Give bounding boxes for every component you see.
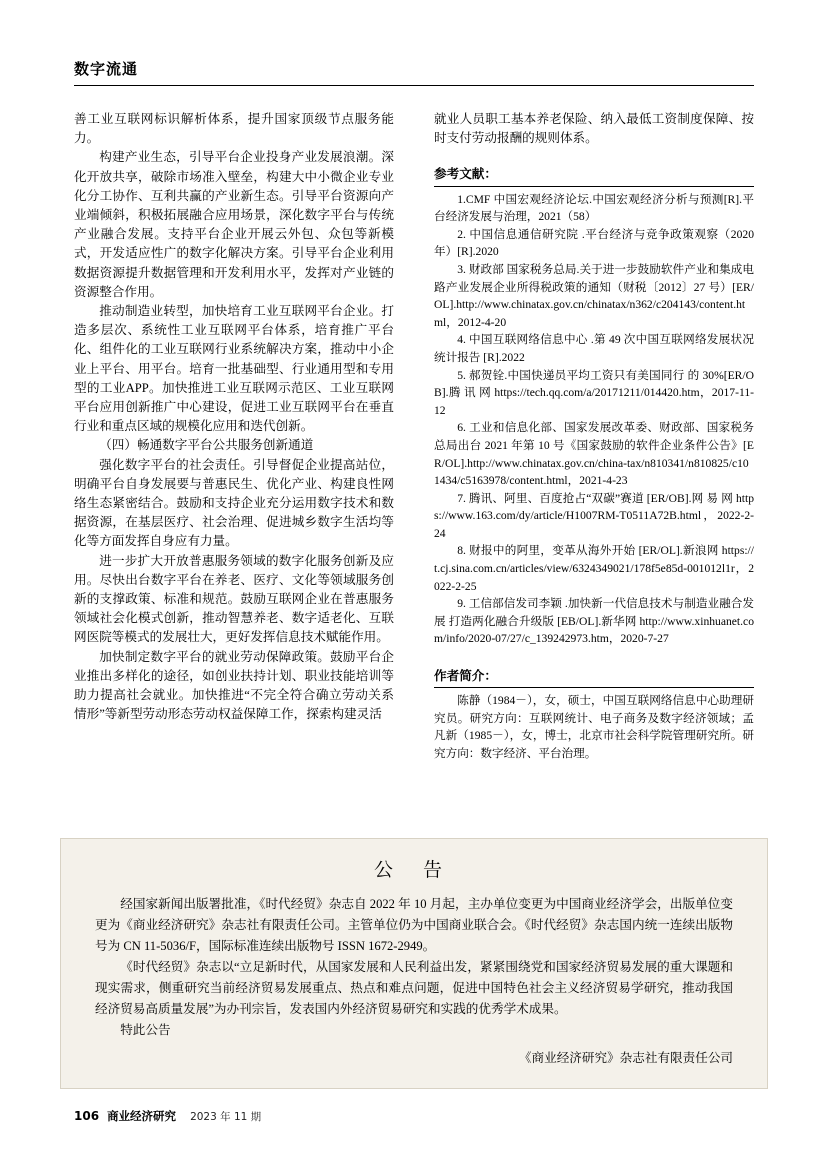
paragraph: 构建产业生态，引导平台企业投身产业发展浪潮。深化开放共享，破除市场准入壁垒，构建大中小微企业专业化分工协作、互利共赢的产业新生态。引导平台资源向产业端倾斜，积极拓展融合应用场景，深化数字平台与传统产业融合发展。支持平台企业开展云外包、众包等新模式，开发适应性广的数字化解决方案。引导平台企业利用数据资源提升数据管理和开发利用水平，发挥对产业链的资源整合作用。 <box>74 150 394 299</box>
notice-title: 公 告 <box>373 859 455 881</box>
reference-item: 2. 中国信息通信研究院 .平台经济与竞争政策观察（2020 年）[R].2020 <box>434 227 754 259</box>
reference-item: 4. 中国互联网络信息中心 .第 49 次中国互联网络发展状况统计报告 [R].2022 <box>434 333 754 364</box>
reference-item: 1.CMF 中国宏观经济论坛.中国宏观经济分析与预测[R].平台经济发展与治理，2021（58） <box>434 192 754 224</box>
reference-item: 8. 财报中的阿里，变革从海外开始 [ER/OL].新浪网 https://t.cj.sina.com.cn/articles/view/6324349021/178f5e85d-001012l1r，2022-2-25 <box>434 544 754 593</box>
page-number: 106 <box>74 1109 100 1123</box>
reference-item: 5. 郝贺铨.中国快递员平均工资只有美国同行 的 30%[ER/OB].腾 讯 网 https://tech.qq.com/a/20171211/014420.htm，2017-11-12 <box>434 368 754 417</box>
references-heading: 参考文献： <box>434 166 497 182</box>
page-header <box>74 58 754 86</box>
notice-signature: 《商业经济研究》杂志社有限责任公司 <box>518 1051 733 1065</box>
section-title: 数字流通 <box>74 60 139 78</box>
paragraph: 善工业互联网标识解析体系，提升国家顶级节点服务能力。 <box>74 112 394 146</box>
notice-box <box>60 838 768 1089</box>
author-bio-heading: 作者简介： <box>434 668 497 684</box>
reference-item: 9. 工信部信发司李颖 .加快新一代信息技术与制造业融合发展 打造两化融合升级版 [EB/OL].新华网 http://www.xinhuanet.com/info/2020-07/27/c_139242973.htm，2020-7-27 <box>434 597 754 646</box>
paragraph: 加快制定数字平台的就业劳动保障政策。鼓励平台企业推出多样化的途径，如创业扶持计划、职业技能培训等助力提高社会就业。加快推进“不完全符合确立劳动关系情形”等新型劳动形态劳动权益保障工作，探索构建灵活 <box>74 649 394 722</box>
author-bio-text: 陈静（1984－），女，硕士，中国互联网络信息中心助理研究员。研究方向：互联网统计、电子商务及数字经济领域；孟凡新（1985－），女，博士，北京市社会科学院管理研究所。研究方向：数字经济、平台治理。 <box>434 694 754 761</box>
reference-item: 3. 财政部 国家税务总局.关于进一步鼓励软件产业和集成电路产业发展企业所得税政策的通知（财税〔2012〕27 号）[ER/OL].http://www.chinatax.gov.cn/chinatax/n362/c204143/content.html，2012-4-20 <box>434 262 754 329</box>
left-column <box>74 110 394 725</box>
journal-name: 商业经济研究 <box>107 1109 177 1123</box>
subsection-heading: （四）畅通数字平台公共服务创新通道 <box>99 438 314 453</box>
page-footer <box>74 1108 754 1124</box>
notice-paragraph: 《时代经贸》杂志以“立足新时代，从国家发展和人民利益出发，紧紧围绕党和国家经济贸易发展的重大课题和现实需求，侧重研究当前经济贸易发展重点、热点和难点问题，促进中国特色社会主义经济贸易学研究，推动我国经济贸易高质量发展”为办刊宗旨，发表国内外经济贸易研究和实践的优秀学术成果。 <box>95 960 733 1016</box>
header-divider <box>74 85 754 86</box>
reference-item: 7. 腾讯、阿里、百度抢占“双碳”赛道 [ER/OB].网 易 网 https://www.163.com/dy/article/H1007RM-T0511A72B.html，2022-2-24 <box>434 491 754 540</box>
paragraph: 强化数字平台的社会责任。引导督促企业提高站位，明确平台自身发展要与普惠民生、优化产业、构建良性网络生态紧密结合。鼓励和支持企业充分运用数字技术和数据资源，在基层医疗、社会治理、促进城乡数字生活均等化等方面发挥自身应有力量。 <box>74 457 394 549</box>
issue-label: 2023 年 11 期 <box>190 1111 262 1123</box>
paragraph: 进一步扩大开放普惠服务领域的数字化服务创新及应用。尽快出台数字平台在养老、医疗、文化等领域服务创新的支撑政策、标准和规范。鼓励互联网企业在普惠服务领域社会化模式创新，推动智慧养老、数字适老化、互联网医院等模式的发展壮大，更好发挥信息技术赋能作用。 <box>74 553 394 645</box>
notice-paragraph: 经国家新闻出版署批准，《时代经贸》杂志自 2022 年 10 月起，主办单位变更为中国商业经济学会，出版单位变更为《商业经济研究》杂志社有限责任公司。主管单位仍为中国商业联合会。《时代经贸》杂志国内统一连续出版物号为 CN 11-5036/F，国际标准连续出版物号 ISSN 1672-2949。 <box>95 897 733 953</box>
author-bio-body <box>434 692 754 762</box>
references-list <box>434 191 754 648</box>
author-bio-divider <box>434 687 754 688</box>
references-divider <box>434 186 754 187</box>
notice-paragraph: 特此公告 <box>120 1023 171 1037</box>
right-column <box>434 110 754 763</box>
reference-item: 6. 工业和信息化部、国家发展改革委、财政部、国家税务总局出台 2021 年第 10 号《国家鼓励的软件企业条件公告》[ER/OL].http://www.chinatax.gov.cn/china-tax/n810341/n810825/c101434/c5163978/content.html，2021-4-23 <box>434 421 754 488</box>
paragraph: 推动制造业转型，加快培育工业互联网平台企业。打造多层次、系统性工业互联网平台体系，培育推广平台化、组件化的工业互联网行业系统解决方案，推动中小企业上平台、用平台。培育一批基础型、行业通用型和专用型的工业APP。加快推进工业互联网示范区、工业互联网平台应用创新推广中心建设，促进工业互联网平台在垂直行业和重点区域的规模化应用和迭代创新。 <box>74 304 394 434</box>
notice-body <box>95 894 733 1041</box>
paragraph: 就业人员职工基本养老保险、纳入最低工资制度保障、按时支付劳动报酬的规则体系。 <box>434 112 754 146</box>
